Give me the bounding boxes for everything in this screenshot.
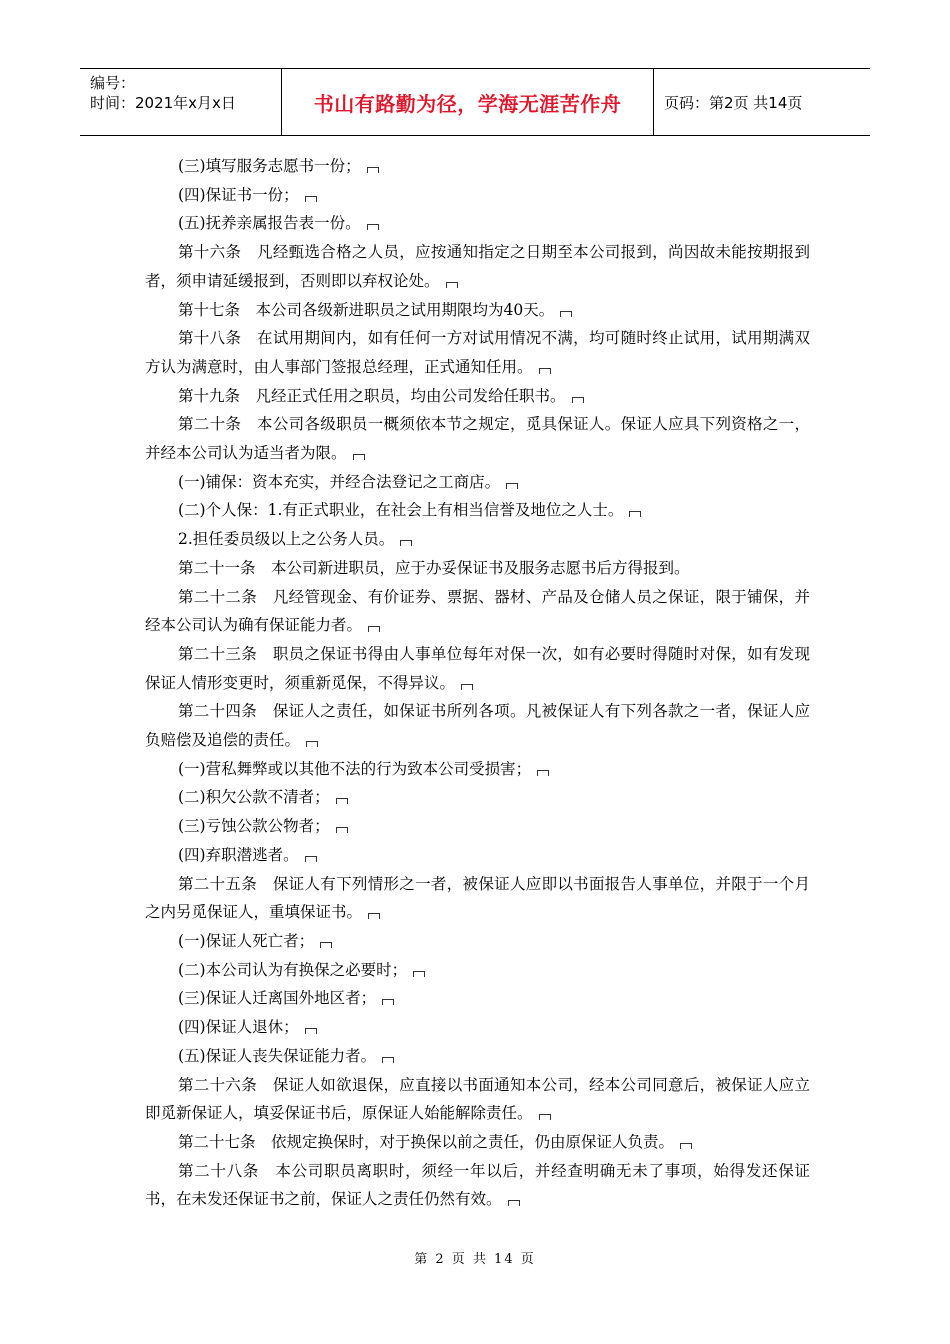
paragraph-mark-icon xyxy=(353,454,365,460)
paragraph-mark-icon xyxy=(368,913,380,919)
paragraph-mark-icon xyxy=(629,511,641,517)
paragraph-mark-icon xyxy=(336,798,348,804)
paragraph xyxy=(145,583,810,640)
paragraph-mark-icon xyxy=(320,942,332,948)
paragraph-mark-icon xyxy=(461,684,473,690)
paragraph-text: (四)保证书一份； xyxy=(178,185,299,204)
paragraph-text: 2.担任委员级以上之公务人员。 xyxy=(178,530,395,549)
paragraph-text: (一)保证人死亡者； xyxy=(178,931,315,950)
paragraph xyxy=(145,640,810,697)
paragraph-text: (五)保证人丧失保证能力者。 xyxy=(178,1046,377,1065)
paragraph xyxy=(145,927,810,956)
paragraph-text: (一)营私舞弊或以其他不法的行为致本公司受损害； xyxy=(178,759,532,778)
paragraph-text: (三)填写服务志愿书一份； xyxy=(178,157,361,175)
paragraph xyxy=(145,1042,810,1071)
header-table xyxy=(80,68,870,136)
paragraph-text: 第二十六条 保证人如欲退保，应直接以书面通知本公司，经本公司同意后，被保证人应立即觅新保证人，填妥保证书后，原保证人始能解除责任。 xyxy=(145,1075,810,1123)
paragraph xyxy=(145,697,810,754)
serial-label: 编号： xyxy=(90,74,136,92)
paragraph-mark-icon xyxy=(680,1143,692,1149)
paragraph xyxy=(145,554,810,583)
paragraph xyxy=(145,841,810,870)
paragraph xyxy=(145,382,810,411)
paragraph-mark-icon xyxy=(305,196,317,202)
paragraph xyxy=(145,956,810,985)
paragraph xyxy=(145,410,810,467)
paragraph xyxy=(145,181,810,210)
paragraph-mark-icon xyxy=(367,167,379,173)
paragraph xyxy=(145,783,810,812)
paragraph-mark-icon xyxy=(572,397,584,403)
paragraph-mark-icon xyxy=(537,770,549,776)
paragraph-mark-icon xyxy=(368,626,380,632)
paragraph xyxy=(145,296,810,325)
paragraph xyxy=(145,1128,810,1157)
paragraph-text: 第十七条 本公司各级新进职员之试用期限均为40天。 xyxy=(178,300,555,319)
paragraph xyxy=(145,152,810,181)
header-page-info: 页码：第2页 共14页 xyxy=(664,93,803,112)
paragraph xyxy=(145,324,810,381)
paragraph-mark-icon xyxy=(400,540,412,546)
paragraph-text: 第二十一条 本公司新进职员，应于办妥保证书及服务志愿书后方得报到。 xyxy=(178,558,690,577)
header-motto: 书山有路勤为径，学海无涯苦作舟 xyxy=(282,69,654,135)
paragraph-text: 第二十二条 凡经管现金、有价证券、票据、器材、产品及仓储人员之保证，限于铺保，并经本公司认为确有保证能力者。 xyxy=(145,587,810,635)
paragraph xyxy=(145,755,810,784)
paragraph xyxy=(145,1013,810,1042)
paragraph-text: (四)弃职潜逃者。 xyxy=(178,845,299,864)
paragraph-mark-icon xyxy=(305,1028,317,1034)
paragraph-text: 第十六条 凡经甄选合格之人员，应按通知指定之日期至本公司报到，尚因故未能按期报到者，须申请延缓报到，否则即以弃权论处。 xyxy=(145,243,810,290)
paragraph-mark-icon xyxy=(336,827,348,833)
paragraph-text: 第二十条 本公司各级职员一概须依本节之规定，觅具保证人。保证人应具下列资格之一，并经本公司认为适当者为限。 xyxy=(145,415,810,463)
paragraph-text: 第二十三条 职员之保证书得由人事单位每年对保一次，如有必要时得随时对保，如有发现保证人情形变更时，须重新觅保，不得异议。 xyxy=(145,644,810,692)
paragraph-mark-icon xyxy=(446,282,458,288)
paragraph-mark-icon xyxy=(413,971,425,977)
paragraph xyxy=(145,468,810,497)
paragraph-mark-icon xyxy=(560,311,572,317)
paragraph-mark-icon xyxy=(539,368,551,374)
paragraph-text: (二)本公司认为有换保之必要时； xyxy=(178,960,408,979)
paragraph-text: 第二十七条 依规定换保时，对于换保以前之责任，仍由原保证人负责。 xyxy=(178,1132,675,1151)
paragraph-text: (三)保证人迁离国外地区者； xyxy=(178,989,377,1008)
paragraph-text: (二)积欠公款不清者； xyxy=(178,788,330,807)
paragraph xyxy=(145,870,810,927)
paragraph xyxy=(145,1071,810,1128)
paragraph-text: (二)个人保：1.有正式职业，在社会上有相当信誉及地位之人士。 xyxy=(178,501,624,520)
paragraph xyxy=(145,812,810,841)
document-body xyxy=(145,152,810,1214)
paragraph-mark-icon xyxy=(382,1057,394,1063)
paragraph xyxy=(145,984,810,1013)
date-label: 时间：2021年x月x日 xyxy=(90,94,236,112)
paragraph xyxy=(145,238,810,295)
paragraph-mark-icon xyxy=(508,1200,520,1206)
paragraph-text: 第十八条 在试用期间内，如有任何一方对试用情况不满，均可随时终止试用，试用期满双方认为满意时，由人事部门签报总经理，正式通知任用。 xyxy=(145,329,810,376)
paragraph-text: (四)保证人退休； xyxy=(178,1018,299,1037)
paragraph-mark-icon xyxy=(305,856,317,862)
paragraph-text: 第二十五条 保证人有下列情形之一者，被保证人应即以书面报告人事单位，并限于一个月之内另觅保证人，重填保证书。 xyxy=(145,874,810,922)
paragraph-text: 第十九条 凡经正式任用之职员，均由公司发给任职书。 xyxy=(178,386,566,405)
paragraph-text: (三)亏蚀公款公物者； xyxy=(178,817,330,836)
paragraph-text: (五)抚养亲属报告表一份。 xyxy=(178,214,361,233)
header-info-cell xyxy=(80,69,282,135)
paragraph-text: (一)铺保：资本充实，并经合法登记之工商店。 xyxy=(178,472,501,491)
paragraph xyxy=(145,525,810,554)
paragraph xyxy=(145,209,810,238)
paragraph xyxy=(145,496,810,525)
paragraph-text: 第二十八条 本公司职员离职时，须经一年以后，并经查明确无未了事项，始得发还保证书，在未发还保证书之前，保证人之责任仍然有效。 xyxy=(145,1161,810,1209)
paragraph-mark-icon xyxy=(306,741,318,747)
paragraph xyxy=(145,1157,810,1214)
paragraph-mark-icon xyxy=(367,224,379,230)
page-footer: 第 2 页 共 14 页 xyxy=(414,1252,536,1267)
paragraph-mark-icon xyxy=(506,483,518,489)
paragraph-mark-icon xyxy=(382,999,394,1005)
paragraph-text: 第二十四条 保证人之责任，如保证书所列各项。凡被保证人有下列各款之一者，保证人应负赔偿及追偿的责任。 xyxy=(145,702,810,750)
paragraph-mark-icon xyxy=(539,1114,551,1120)
